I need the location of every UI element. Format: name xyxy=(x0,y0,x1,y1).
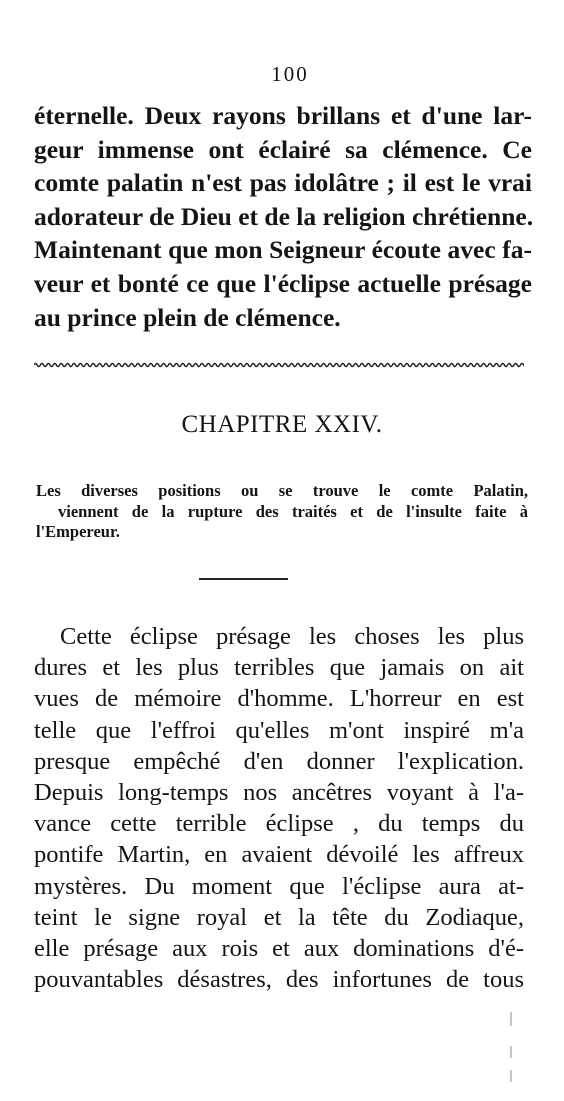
chapter-title: CHAPITRE XXIV. xyxy=(181,411,383,438)
text-line: au prince plein de clémence. xyxy=(34,302,341,332)
text-line: geur immense ont éclairé sa clémence. Ce xyxy=(34,134,532,164)
chapter-summary xyxy=(36,481,528,543)
text-line: vues de mémoire d'homme. L'horreur en est xyxy=(34,685,524,713)
text-line: Maintenant que mon Seigneur écoute avec fa- xyxy=(34,235,532,265)
text-line: telle que l'effroi qu'elles m'ont inspiré m'a xyxy=(34,716,524,744)
summary-line: viennent de la rupture des traités et de l'insulte faite à xyxy=(58,501,528,521)
text-line: éternelle. Deux rayons brillans et d'une lar- xyxy=(34,101,532,130)
text-line: dures et les plus terribles que jamais on ait xyxy=(34,654,524,682)
text-line: Cette éclipse présage les choses les plus xyxy=(60,623,524,650)
wavy-ornament-rule xyxy=(34,360,524,370)
text-line: mystères. Du moment que l'éclipse aura at- xyxy=(34,872,524,900)
margin-marks xyxy=(508,1012,514,1082)
text-line: vance cette terrible éclipse , du temps du xyxy=(34,810,524,838)
summary-line: Les diverses positions ou se trouve le comte Palatin, xyxy=(36,481,528,500)
text-line: comte palatin n'est pas idolâtre ; il est le vrai xyxy=(34,168,532,198)
page-number: 100 xyxy=(271,62,309,86)
summary-line: l'Empereur. xyxy=(36,522,120,541)
text-line: Depuis long-temps nos ancêtres voyant à l'a- xyxy=(34,779,524,807)
top-paragraph xyxy=(34,99,532,334)
text-line: pontife Martin, en avaient dévoilé les affreux xyxy=(34,841,524,869)
text-line: teint le signe royal et la tête du Zodiaque, xyxy=(34,903,524,931)
text-line: presque empêché d'en donner l'explication. xyxy=(34,747,524,775)
text-line: veur et bonté ce que l'éclipse actuelle présage xyxy=(34,268,532,298)
text-line: pouvantables désastres, des infortunes de tous xyxy=(34,966,524,994)
text-line: elle présage aux rois et aux dominations d'é- xyxy=(34,935,524,963)
section-divider xyxy=(199,578,288,580)
body-paragraph xyxy=(34,621,524,995)
text-line: adorateur de Dieu et de la religion chrétienne. xyxy=(34,201,534,231)
